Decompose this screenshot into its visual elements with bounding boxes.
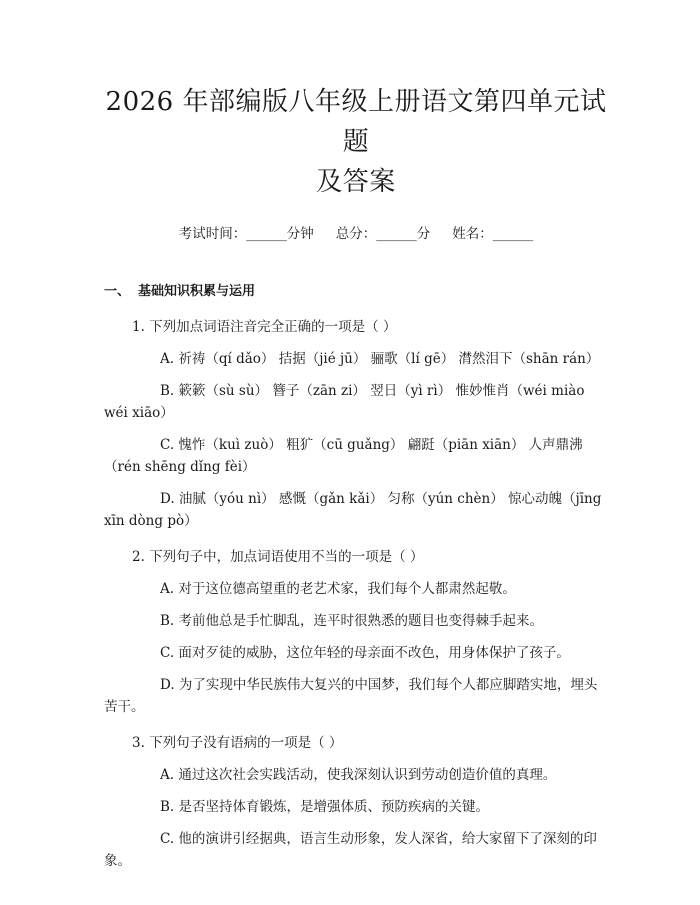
exam-info <box>104 224 608 244</box>
title-line-1: 2026 年部编版八年级上册语文第四单元试题 <box>105 87 607 157</box>
option-d: D. 油腻（yóu nì） 感慨（gǎn kǎi） 匀称（yún chèn） 惊心动魄（jīng xīn dòng pò） <box>104 491 602 529</box>
document-title <box>104 82 608 202</box>
option-c: C. 面对歹徒的威胁，这位年轻的母亲面不改色，用身体保护了孩子。 <box>160 645 570 661</box>
section-number: 一、 <box>104 284 131 299</box>
option-b: B. 簌簌（sù sù） 簪子（zān zi） 翌日（yì rì） 惟妙惟肖（wéi miào wéi xiāo） <box>104 383 585 421</box>
option-a: A. 祈祷（qí dǎo） 拮据（jié jū） 骊歌（lí gē） 潸然泪下（shān rán） <box>160 351 600 367</box>
section-title: 基础知识积累与运用 <box>138 284 256 299</box>
question-stem: 3. 下列句子没有语病的一项是（ ） <box>132 735 343 751</box>
question-1 <box>104 316 608 532</box>
option-a: A. 对于这位德高望重的老艺术家，我们每个人都肃然起敬。 <box>160 581 516 597</box>
option-c: C. 他的演讲引经据典，语言生动形象，发人深省，给大家留下了深刻的印象。 <box>104 831 597 869</box>
question-3 <box>104 732 608 872</box>
option-d: D. 为了实现中华民族伟大复兴的中国梦，我们每个人都应脚踏实地，埋头苦干。 <box>104 677 598 715</box>
question-stem: 1. 下列加点词语注音完全正确的一项是（ ） <box>132 319 397 335</box>
section-heading <box>104 282 608 302</box>
option-c: C. 愧怍（kuì zuò） 粗犷（cū guǎng） 翩跹（piān xiān） 人声鼎沸（rén shēng dǐng fèi） <box>104 437 583 475</box>
option-b: B. 考前他总是手忙脚乱，连平时很熟悉的题目也变得棘手起来。 <box>160 613 544 629</box>
question-2 <box>104 546 608 718</box>
title-line-2: 及答案 <box>316 167 396 197</box>
student-name: 姓名：______ <box>452 226 534 242</box>
exam-time: 考试时间：______分钟 <box>178 226 314 242</box>
total-score: 总分：______分 <box>335 226 431 242</box>
option-a: A. 通过这次社会实践活动，使我深刻认识到劳动创造价值的真理。 <box>160 767 557 783</box>
option-b: B. 是否坚持体育锻炼，是增强体质、预防疾病的关键。 <box>160 799 490 815</box>
question-stem: 2. 下列句子中，加点词语使用不当的一项是（ ） <box>132 549 424 565</box>
